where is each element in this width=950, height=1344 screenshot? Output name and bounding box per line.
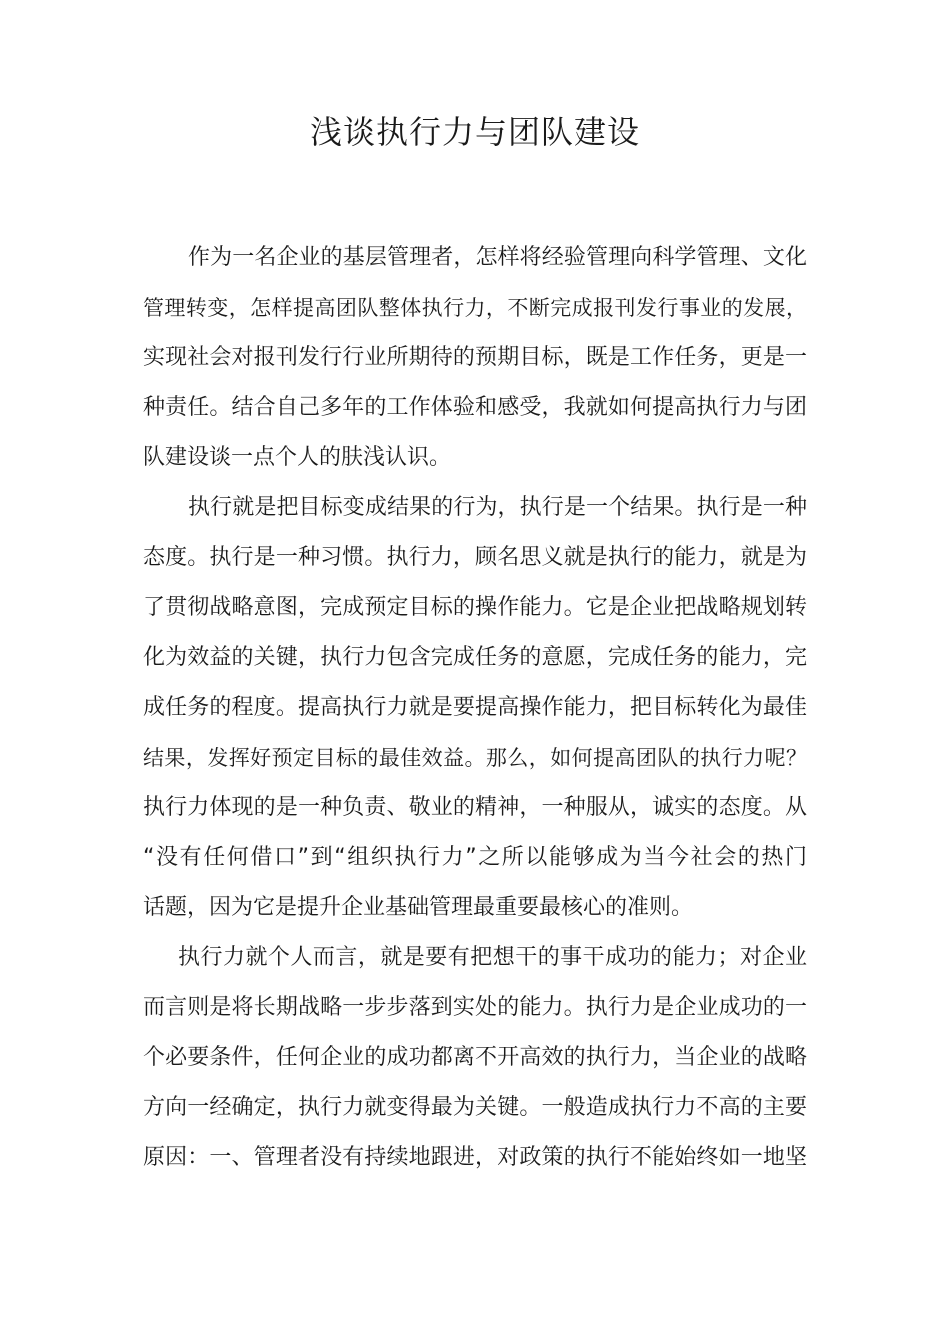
paragraph-line: “没有任何借口”到“组织执行力”之所以能够成为当今社会的热门 (143, 845, 807, 870)
paragraph-line: 态度。执行是一种习惯。执行力，顾名思义就是执行的能力，就是为 (143, 545, 807, 570)
paragraph-line: 个必要条件，任何企业的成功都离不开高效的执行力，当企业的战略 (143, 1045, 807, 1070)
paragraph-line: 队建设谈一点个人的肤浅认识。 (143, 445, 452, 470)
paragraph-line: 实现社会对报刊发行行业所期待的预期目标，既是工作任务，更是一 (143, 345, 807, 370)
document-title: 浅谈执行力与团队建设 (309, 113, 640, 151)
paragraph-line: 管理转变，怎样提高团队整体执行力，不断完成报刊发行事业的发展， (143, 296, 807, 320)
paragraph-line: 了贯彻战略意图，完成预定目标的操作能力。它是企业把战略规划转 (143, 595, 807, 620)
paragraph-line: 种责任。结合自己多年的工作体验和感受，我就如何提高执行力与团 (143, 395, 807, 420)
paragraph-line: 化为效益的关键，执行力包含完成任务的意愿，完成任务的能力，完 (143, 645, 807, 670)
paragraph-line: 而言则是将长期战略一步步落到实处的能力。执行力是企业成功的一 (143, 995, 807, 1020)
paragraph-line: 原因：一、管理者没有持续地跟进，对政策的执行不能始终如一地坚 (143, 1145, 807, 1170)
paragraph-line: 方向一经确定，执行力就变得最为关键。一般造成执行力不高的主要 (143, 1095, 807, 1120)
paragraph-line: 执行就是把目标变成结果的行为，执行是一个结果。执行是一种 (188, 495, 807, 520)
paragraph-line: 成任务的程度。提高执行力就是要提高操作能力，把目标转化为最佳 (143, 695, 807, 720)
paragraph-line: 执行力就个人而言，就是要有把想干的事干成功的能力；对企业 (178, 945, 807, 970)
paragraph-line: 执行力体现的是一种负责、敬业的精神，一种服从，诚实的态度。从 (143, 795, 807, 820)
paragraph-line: 结果，发挥好预定目标的最佳效益。那么，如何提高团队的执行力呢？ (143, 746, 807, 770)
paragraph-line: 作为一名企业的基层管理者，怎样将经验管理向科学管理、文化 (188, 245, 807, 270)
paragraph-line: 话题，因为它是提升企业基础管理最重要最核心的准则。 (143, 895, 694, 920)
